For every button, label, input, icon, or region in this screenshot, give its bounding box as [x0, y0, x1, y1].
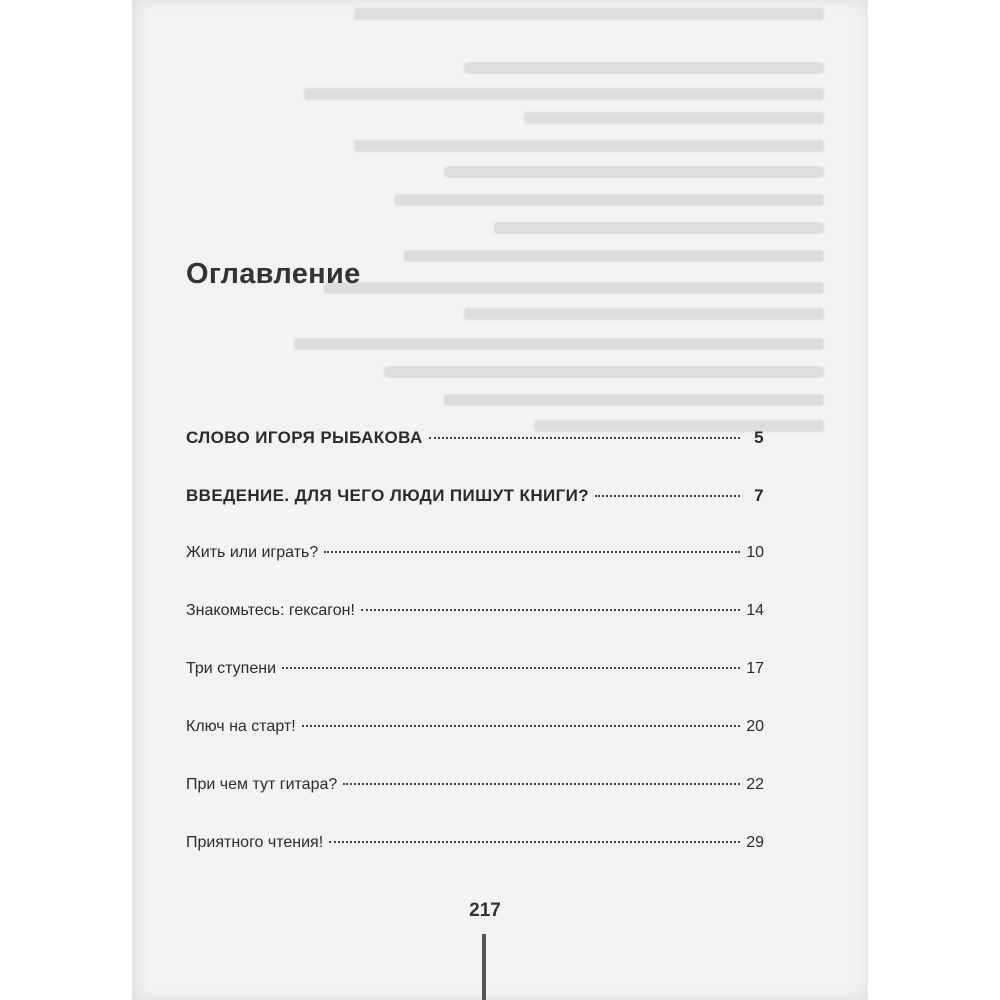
toc-entry-label: Жить или играть? — [186, 544, 319, 561]
toc-entry-page: 5 — [754, 428, 764, 447]
toc-entry — [186, 834, 764, 892]
dot-leader — [343, 783, 740, 785]
dot-leader — [361, 609, 740, 611]
page-rule — [482, 934, 486, 1000]
dot-leader — [429, 437, 740, 439]
toc-entry-label: ВВЕДЕНИЕ. ДЛЯ ЧЕГО ЛЮДИ ПИШУТ КНИГИ? — [186, 486, 590, 505]
toc-entry-label: Три ступени — [186, 660, 276, 677]
dot-leader — [324, 551, 740, 553]
toc-entry-page: 14 — [746, 602, 764, 619]
toc-entry — [186, 486, 764, 544]
toc-entry — [186, 718, 764, 776]
toc-entry-page: 20 — [746, 718, 764, 735]
toc-entry — [186, 544, 764, 602]
toc-entry — [186, 660, 764, 718]
toc-entry — [186, 776, 764, 834]
toc-entry-page: 22 — [746, 776, 764, 793]
toc-heading: Оглавление — [186, 258, 361, 290]
dot-leader — [329, 841, 740, 843]
toc-entry-label: Знакомьтесь: гексагон! — [186, 602, 355, 619]
toc-entry-label: Ключ на старт! — [186, 718, 296, 735]
toc-entry-page: 29 — [746, 834, 764, 851]
page-number: 217 — [469, 900, 501, 921]
toc-entry-label: Приятного чтения! — [186, 834, 324, 851]
toc-entry-label: СЛОВО ИГОРЯ РЫБАКОВА — [186, 428, 423, 447]
toc-entry-page: 17 — [746, 660, 764, 677]
dot-leader — [595, 495, 740, 497]
toc-entry — [186, 428, 764, 486]
dot-leader — [302, 725, 740, 727]
toc-entry-page: 10 — [746, 544, 764, 561]
toc-entry-page: 7 — [754, 486, 764, 505]
book-page — [132, 0, 868, 1000]
toc-list — [186, 428, 764, 892]
toc-entry-label: При чем тут гитара? — [186, 776, 338, 793]
dot-leader — [282, 667, 740, 669]
show-through-text — [184, 0, 824, 440]
toc-entry — [186, 602, 764, 660]
